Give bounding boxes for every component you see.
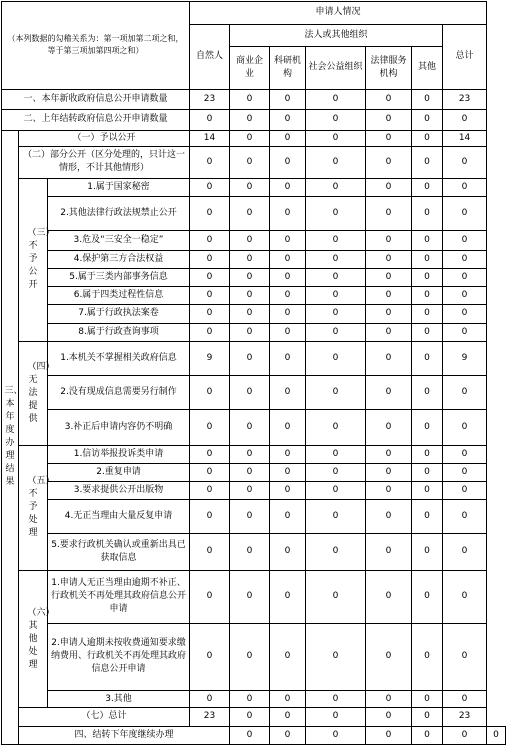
cell-value: 0 <box>230 463 270 481</box>
cell-value: 0 <box>412 197 443 231</box>
table-row <box>2 130 506 146</box>
cell-value: 0 <box>190 110 230 130</box>
cell-value: 0 <box>270 726 306 744</box>
cell-value: 0 <box>366 533 412 571</box>
row-label: 1.申请人无正当理由逾期不补正、行政机关不再处理其政府信息公开申请 <box>48 571 190 624</box>
cell-value: 0 <box>366 482 412 500</box>
cell-value: 0 <box>190 445 230 463</box>
table-row <box>2 376 506 410</box>
table-row <box>2 500 506 533</box>
cell-value: 0 <box>412 89 443 109</box>
cell-value: 0 <box>443 482 487 500</box>
table-row <box>2 623 506 691</box>
cell-value: 0 <box>412 410 443 445</box>
cell-value: 0 <box>270 376 306 410</box>
cell-value: 0 <box>306 341 366 375</box>
cell-value: 9 <box>190 341 230 375</box>
cell-value: 0 <box>230 197 270 231</box>
cell-value: 0 <box>443 500 487 533</box>
row-label: 2.其他法律行政法规禁止公开 <box>48 197 190 231</box>
cell-value: 0 <box>306 197 366 231</box>
cell-value: 14 <box>443 130 487 146</box>
cell-value: 0 <box>366 691 412 708</box>
cell-value: 0 <box>306 305 366 323</box>
cell-value: 0 <box>270 482 306 500</box>
cell-value: 0 <box>306 708 366 726</box>
table-row <box>2 110 506 130</box>
cell-value: 0 <box>443 571 487 624</box>
cell-value: 0 <box>190 231 230 250</box>
cell-value: 0 <box>306 482 366 500</box>
table-row <box>2 463 506 481</box>
row-label: （七）总计 <box>19 708 190 726</box>
table-row <box>2 89 506 109</box>
row-label: （一）予以公开 <box>19 130 190 146</box>
cell-value: 0 <box>270 110 306 130</box>
cell-value: 0 <box>190 623 230 691</box>
cell-value: 0 <box>270 533 306 571</box>
cell-value: 0 <box>230 178 270 196</box>
cell-value: 0 <box>366 197 412 231</box>
cell-value: 0 <box>443 268 487 286</box>
cell-value: 0 <box>306 445 366 463</box>
cell-value: 0 <box>270 500 306 533</box>
cell-value: 0 <box>230 287 270 305</box>
section-three-label: 三、本年度办理结果 <box>2 130 19 744</box>
row-label: 8.属于行政查询事项 <box>48 323 190 341</box>
cell-value: 0 <box>412 287 443 305</box>
cell-value: 0 <box>366 146 412 178</box>
cell-value: 0 <box>230 130 270 146</box>
cell-value: 0 <box>412 376 443 410</box>
header-commercial-enterprise: 商业企业 <box>230 47 270 90</box>
cell-value: 0 <box>443 323 487 341</box>
table-row <box>2 341 506 375</box>
cell-value: 0 <box>230 231 270 250</box>
cell-value: 0 <box>306 287 366 305</box>
cell-value: 0 <box>230 89 270 109</box>
table-row <box>2 178 506 196</box>
cell-value: 0 <box>270 146 306 178</box>
header-legal-service-org: 法律服务机构 <box>366 47 412 90</box>
cell-value: 0 <box>190 250 230 268</box>
group-six-label: （六）其他处理 <box>19 571 48 708</box>
row-label: 7.属于行政执法案卷 <box>48 305 190 323</box>
cell-value: 0 <box>230 708 270 726</box>
header-research-institution: 科研机构 <box>270 47 306 90</box>
cell-value: 0 <box>443 305 487 323</box>
cell-value: 0 <box>366 708 412 726</box>
cell-value: 0 <box>366 410 412 445</box>
cell-value: 0 <box>306 533 366 571</box>
cell-value: 0 <box>443 110 487 130</box>
row-label: 1.本机关不掌握相关政府信息 <box>48 341 190 375</box>
cell-value: 23 <box>443 89 487 109</box>
cell-value: 0 <box>366 250 412 268</box>
cell-value: 0 <box>270 623 306 691</box>
cell-value: 0 <box>190 500 230 533</box>
cell-value: 0 <box>412 146 443 178</box>
table-row <box>2 146 506 178</box>
cell-value: 0 <box>366 110 412 130</box>
table-row <box>2 305 506 323</box>
cell-value: 0 <box>230 110 270 130</box>
cell-value: 0 <box>230 571 270 624</box>
cell-value: 0 <box>230 305 270 323</box>
row-label: 5.属于三类内部事务信息 <box>48 268 190 286</box>
table-row <box>2 410 506 445</box>
cell-value: 0 <box>443 287 487 305</box>
cell-value: 0 <box>190 691 230 708</box>
cell-value: 0 <box>230 323 270 341</box>
table-row <box>2 250 506 268</box>
cell-value: 0 <box>412 463 443 481</box>
cell-value: 0 <box>306 323 366 341</box>
group-three-label: （三）不予公开 <box>19 178 48 341</box>
header-note: （本列数据的勾稽关系为：第一项加第二项之和，等于第三项加第四项之和） <box>2 2 190 90</box>
cell-value: 0 <box>190 268 230 286</box>
cell-value: 0 <box>412 726 443 744</box>
cell-value: 0 <box>306 250 366 268</box>
cell-value: 0 <box>270 691 306 708</box>
table-row <box>2 323 506 341</box>
table-row <box>2 197 506 231</box>
cell-value: 0 <box>270 130 306 146</box>
row-label: 2.申请人逾期未按收费通知要求缴纳费用、行政机关不再处理其政府信息公开申请 <box>48 623 190 691</box>
row-label: 1.属于国家秘密 <box>48 178 190 196</box>
cell-value: 0 <box>270 323 306 341</box>
cell-value: 0 <box>443 726 487 744</box>
cell-value: 0 <box>230 376 270 410</box>
cell-value: 0 <box>270 89 306 109</box>
cell-value: 0 <box>270 287 306 305</box>
row-label: （二）部分公开（区分处理的，只计这一情形，不计其他情形） <box>19 146 190 178</box>
cell-value: 0 <box>190 482 230 500</box>
cell-value: 0 <box>230 623 270 691</box>
cell-value: 23 <box>443 708 487 726</box>
cell-value: 0 <box>270 231 306 250</box>
cell-value: 0 <box>366 571 412 624</box>
row-label: 5.要求行政机关确认或重新出具已获取信息 <box>48 533 190 571</box>
cell-value: 0 <box>366 268 412 286</box>
cell-value: 0 <box>190 323 230 341</box>
cell-value: 0 <box>230 146 270 178</box>
cell-value: 0 <box>412 268 443 286</box>
cell-value: 0 <box>443 178 487 196</box>
cell-value: 0 <box>190 571 230 624</box>
cell-value: 0 <box>306 130 366 146</box>
cell-value: 0 <box>306 726 366 744</box>
cell-value: 0 <box>412 500 443 533</box>
cell-value: 0 <box>412 341 443 375</box>
cell-value: 0 <box>412 323 443 341</box>
cell-value: 0 <box>270 197 306 231</box>
cell-value: 0 <box>190 410 230 445</box>
cell-value: 0 <box>306 110 366 130</box>
cell-value: 23 <box>190 89 230 109</box>
cell-value: 0 <box>412 231 443 250</box>
cell-value: 0 <box>270 463 306 481</box>
cell-value: 0 <box>366 178 412 196</box>
group-five-label: （五）不予处理 <box>19 445 48 570</box>
cell-value: 0 <box>270 341 306 375</box>
cell-value: 0 <box>443 376 487 410</box>
cell-value: 0 <box>190 305 230 323</box>
cell-value: 0 <box>366 305 412 323</box>
table-row <box>2 726 506 744</box>
cell-value: 0 <box>306 410 366 445</box>
table-row <box>2 691 506 708</box>
row-label: 四、结转下年度继续办理 <box>19 726 230 744</box>
header-legal-entities: 法人或其他组织 <box>230 24 443 47</box>
cell-value: 0 <box>270 268 306 286</box>
cell-value: 0 <box>270 708 306 726</box>
row-label: 3.其他 <box>48 691 190 708</box>
header-other: 其他 <box>412 47 443 90</box>
cell-value: 0 <box>270 305 306 323</box>
cell-value: 0 <box>306 231 366 250</box>
header-social-welfare-org: 社会公益组织 <box>306 47 366 90</box>
cell-value: 0 <box>443 445 487 463</box>
cell-value: 0 <box>443 197 487 231</box>
cell-value: 0 <box>366 130 412 146</box>
row-label: 3.危及“三安全一稳定” <box>48 231 190 250</box>
cell-value: 0 <box>190 463 230 481</box>
cell-value: 0 <box>412 571 443 624</box>
cell-value: 0 <box>270 571 306 624</box>
cell-value: 0 <box>412 691 443 708</box>
cell-value: 0 <box>366 726 412 744</box>
cell-value: 0 <box>230 268 270 286</box>
cell-value: 0 <box>270 250 306 268</box>
cell-value: 0 <box>230 533 270 571</box>
cell-value: 0 <box>366 89 412 109</box>
row-label: 4.无正当理由大量反复申请 <box>48 500 190 533</box>
row-label: 3.补正后申请内容仍不明确 <box>48 410 190 445</box>
cell-value: 0 <box>412 110 443 130</box>
cell-value: 0 <box>412 533 443 571</box>
cell-value: 0 <box>190 533 230 571</box>
cell-value: 0 <box>230 410 270 445</box>
cell-value: 0 <box>366 341 412 375</box>
cell-value: 0 <box>412 305 443 323</box>
cell-value: 0 <box>230 341 270 375</box>
cell-value: 9 <box>443 341 487 375</box>
cell-value: 0 <box>443 250 487 268</box>
cell-value: 0 <box>306 146 366 178</box>
cell-value: 0 <box>306 376 366 410</box>
table-row <box>2 482 506 500</box>
cell-value: 0 <box>190 287 230 305</box>
cell-value: 0 <box>443 533 487 571</box>
statistics-table <box>1 1 506 745</box>
table-row <box>2 231 506 250</box>
row-label: 4.保护第三方合法权益 <box>48 250 190 268</box>
table-row <box>2 445 506 463</box>
cell-value: 0 <box>366 323 412 341</box>
table-row <box>2 287 506 305</box>
cell-value: 0 <box>366 287 412 305</box>
cell-value: 14 <box>190 130 230 146</box>
cell-value: 0 <box>412 250 443 268</box>
table-row <box>2 268 506 286</box>
cell-value: 23 <box>190 708 230 726</box>
cell-value: 0 <box>306 623 366 691</box>
cell-value: 0 <box>443 463 487 481</box>
cell-value: 0 <box>366 623 412 691</box>
cell-value: 0 <box>412 623 443 691</box>
cell-value: 0 <box>190 376 230 410</box>
cell-value: 0 <box>487 726 506 744</box>
cell-value: 0 <box>412 708 443 726</box>
cell-value: 0 <box>230 445 270 463</box>
cell-value: 0 <box>443 231 487 250</box>
cell-value: 0 <box>443 623 487 691</box>
cell-value: 0 <box>443 410 487 445</box>
cell-value: 0 <box>230 482 270 500</box>
header-applicant: 申请人情况 <box>190 2 487 25</box>
row-label: 6.属于四类过程性信息 <box>48 287 190 305</box>
cell-value: 0 <box>270 410 306 445</box>
table-row <box>2 708 506 726</box>
row-label: 1.信访举报投诉类申请 <box>48 445 190 463</box>
cell-value: 0 <box>230 500 270 533</box>
cell-value: 0 <box>190 146 230 178</box>
cell-value: 0 <box>270 445 306 463</box>
cell-value: 0 <box>366 231 412 250</box>
cell-value: 0 <box>412 445 443 463</box>
row-label: 2.没有现成信息需要另行制作 <box>48 376 190 410</box>
cell-value: 0 <box>230 250 270 268</box>
cell-value: 0 <box>366 376 412 410</box>
cell-value: 0 <box>270 178 306 196</box>
cell-value: 0 <box>412 130 443 146</box>
cell-value: 0 <box>190 197 230 231</box>
cell-value: 0 <box>366 463 412 481</box>
group-four-label: （四）无法提供 <box>19 341 48 445</box>
cell-value: 0 <box>306 178 366 196</box>
cell-value: 0 <box>306 571 366 624</box>
table-row <box>2 571 506 624</box>
row-label: 二、上年结转政府信息公开申请数量 <box>2 110 190 130</box>
cell-value: 0 <box>366 445 412 463</box>
header-total: 总计 <box>443 24 487 89</box>
cell-value: 0 <box>366 500 412 533</box>
cell-value: 0 <box>230 691 270 708</box>
cell-value: 0 <box>412 178 443 196</box>
cell-value: 0 <box>306 463 366 481</box>
cell-value: 0 <box>412 482 443 500</box>
row-label: 一、本年新收政府信息公开申请数量 <box>2 89 190 109</box>
cell-value: 0 <box>306 500 366 533</box>
header-natural-person: 自然人 <box>190 24 230 89</box>
cell-value: 0 <box>306 268 366 286</box>
cell-value: 0 <box>443 691 487 708</box>
table-row <box>2 533 506 571</box>
row-label: 2.重复申请 <box>48 463 190 481</box>
row-label: 3.要求提供公开出版物 <box>48 482 190 500</box>
cell-value: 0 <box>190 178 230 196</box>
cell-value: 0 <box>443 146 487 178</box>
cell-value: 0 <box>306 89 366 109</box>
cell-value: 0 <box>230 726 270 744</box>
cell-value: 0 <box>306 691 366 708</box>
